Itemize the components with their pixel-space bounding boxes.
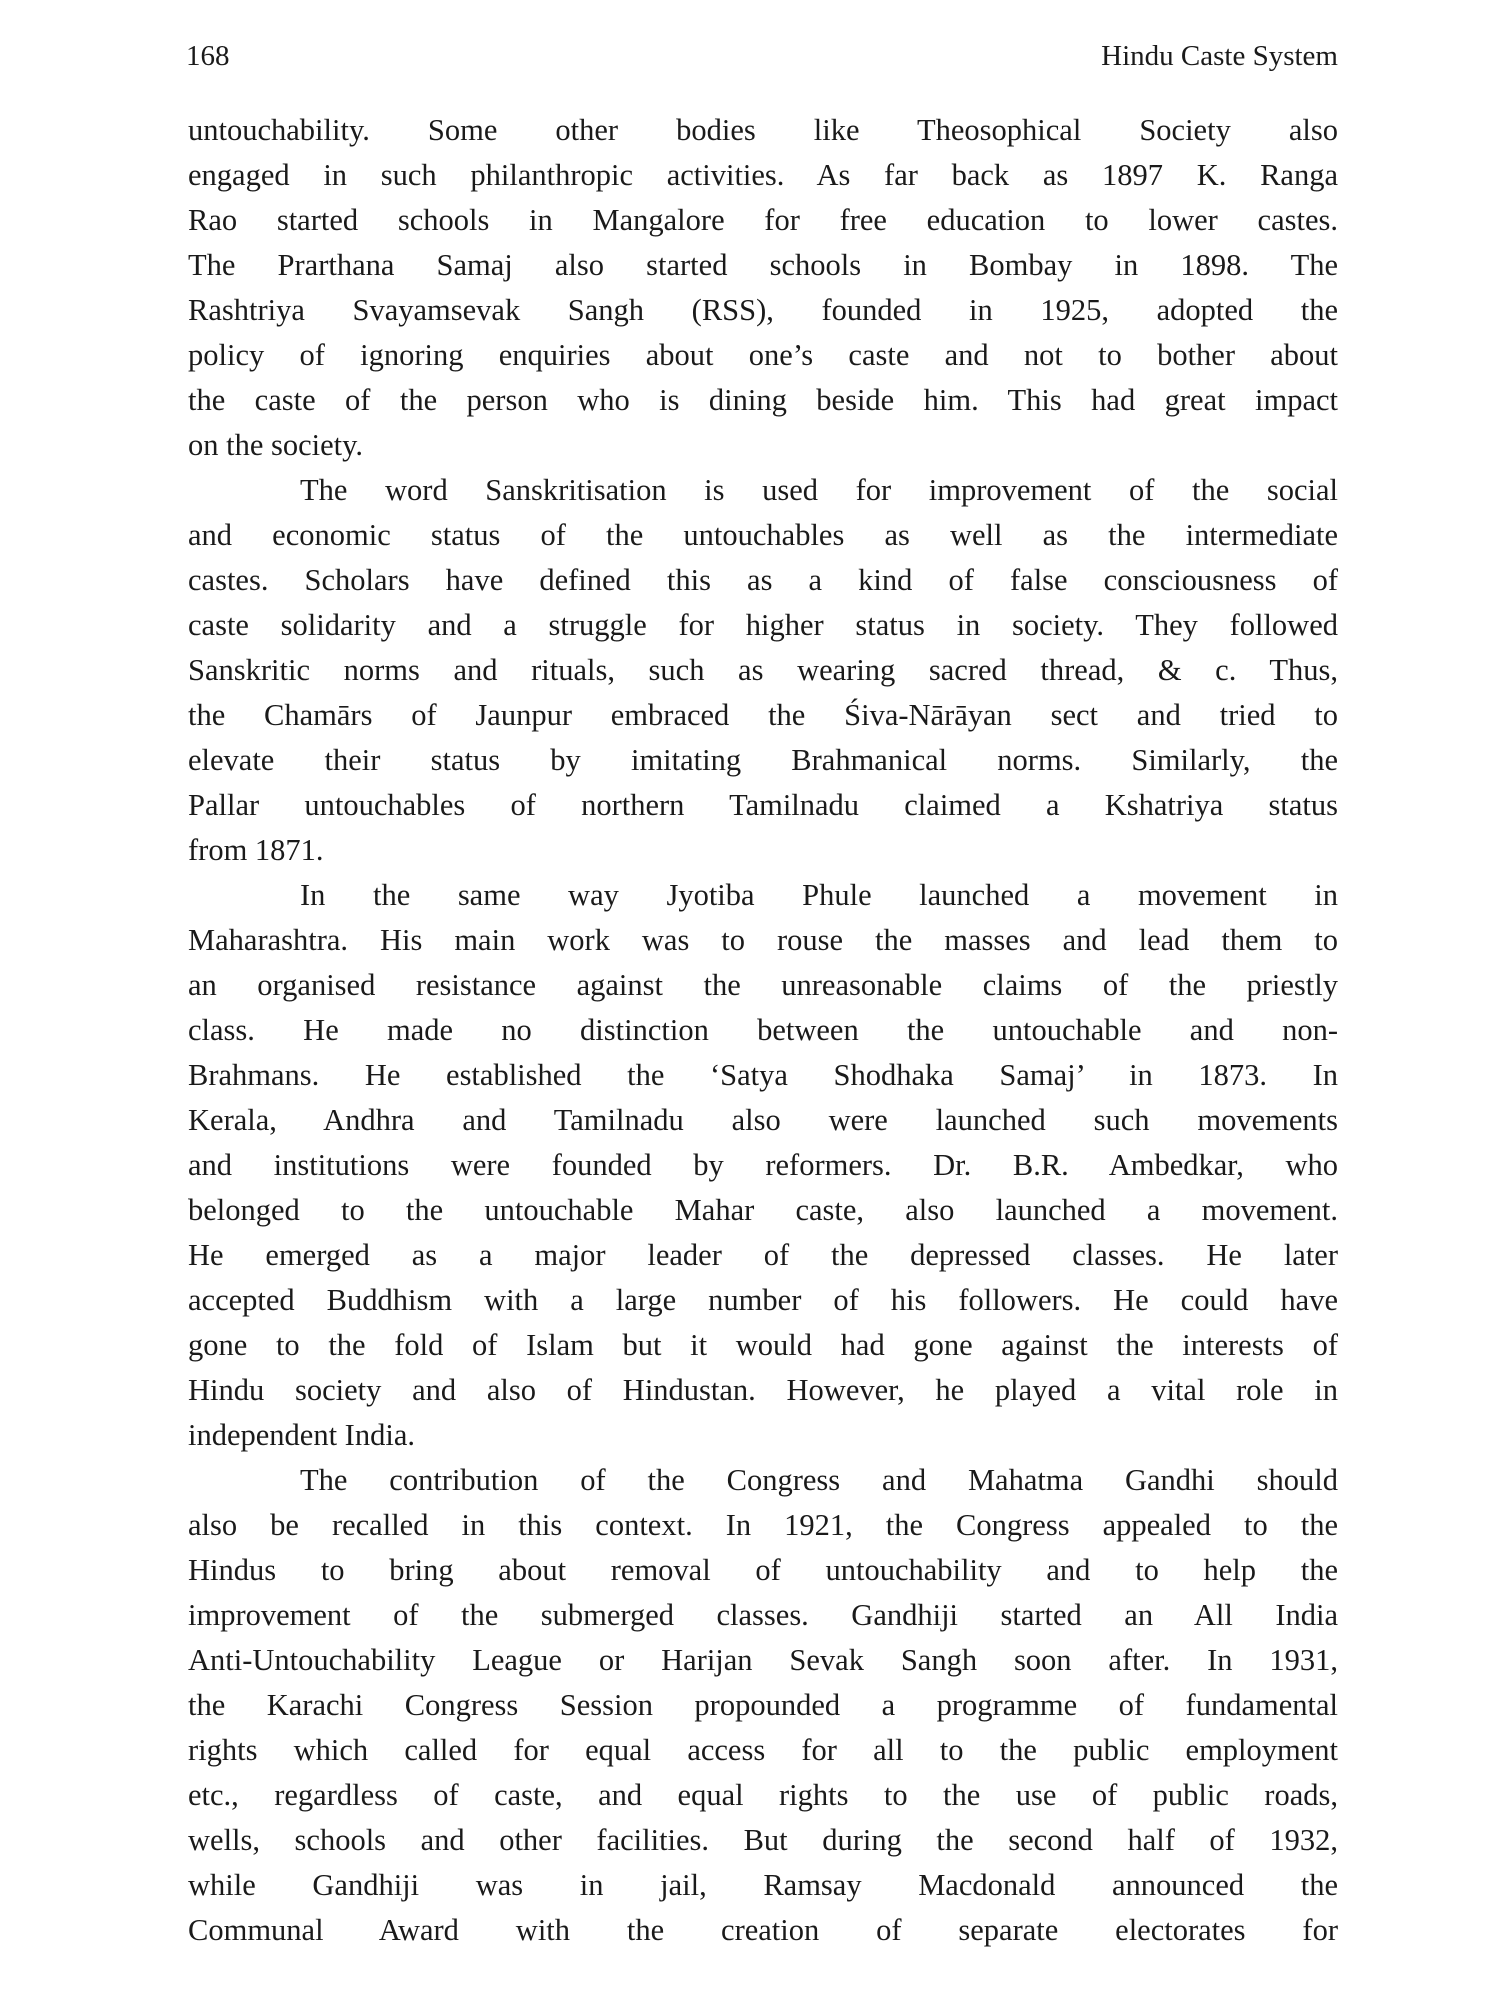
text-line: gone to the fold of Islam but it would had gone against the interests of [188,1328,1338,1362]
text-line: improvement of the submerged classes. Gandhiji started an All India [188,1598,1338,1632]
paragraph [188,468,1338,873]
text-line: independent India. [188,1418,415,1452]
page-header [186,40,1338,80]
text-line: belonged to the untouchable Mahar caste, also launched a movement. [188,1193,1338,1227]
text-line: engaged in such philanthropic activities. As far back as 1897 K. Ranga [188,158,1338,192]
paragraph [188,873,1338,1458]
text-line: policy of ignoring enquiries about one’s caste and not to bother about [188,338,1338,372]
paragraph [188,108,1338,468]
text-line: The word Sanskritisation is used for improvement of the social [300,473,1338,507]
body-text [188,108,1338,1953]
text-line: Rao started schools in Mangalore for free education to lower castes. [188,203,1338,237]
text-line: In the same way Jyotiba Phule launched a movement in [300,878,1338,912]
text-line: rights which called for equal access for all to the public employment [188,1733,1338,1767]
text-line: Kerala, Andhra and Tamilnadu also were launched such movements [188,1103,1338,1137]
text-line: caste solidarity and a struggle for higher status in society. They followed [188,608,1338,642]
text-line: The contribution of the Congress and Mahatma Gandhi should [300,1463,1338,1497]
text-line: Anti-Untouchability League or Harijan Sevak Sangh soon after. In 1931, [188,1643,1338,1677]
text-line: and economic status of the untouchables as well as the intermediate [188,518,1338,552]
text-line: on the society. [188,428,364,462]
text-line: Hindus to bring about removal of untouchability and to help the [188,1553,1338,1587]
text-line: etc., regardless of caste, and equal rights to the use of public roads, [188,1778,1338,1812]
text-line: The Prarthana Samaj also started schools in Bombay in 1898. The [188,248,1338,282]
text-line: the Chamārs of Jaunpur embraced the Śiva-Nārāyan sect and tried to [188,698,1338,732]
page-number: 168 [186,40,230,72]
text-line: Sanskritic norms and rituals, such as wearing sacred thread, & c. Thus, [188,653,1338,687]
paragraph [188,1458,1338,1953]
text-line: Hindu society and also of Hindustan. However, he played a vital role in [188,1373,1338,1407]
text-line: untouchability. Some other bodies like Theosophical Society also [188,113,1338,147]
text-line: accepted Buddhism with a large number of his followers. He could have [188,1283,1338,1317]
text-line: castes. Scholars have defined this as a kind of false consciousness of [188,563,1338,597]
text-line: He emerged as a major leader of the depressed classes. He later [188,1238,1338,1272]
text-line: wells, schools and other facilities. But during the second half of 1932, [188,1823,1338,1857]
text-line: from 1871. [188,833,324,867]
text-line: Communal Award with the creation of separate electorates for [188,1913,1338,1947]
text-line: Brahmans. He established the ‘Satya Shodhaka Samaj’ in 1873. In [188,1058,1338,1092]
text-line: the caste of the person who is dining beside him. This had great impact [188,383,1338,417]
text-line: elevate their status by imitating Brahmanical norms. Similarly, the [188,743,1338,777]
text-line: also be recalled in this context. In 1921, the Congress appealed to the [188,1508,1338,1542]
text-line: class. He made no distinction between the untouchable and non- [188,1013,1338,1047]
text-line: Maharashtra. His main work was to rouse the masses and lead them to [188,923,1338,957]
text-line: Rashtriya Svayamsevak Sangh (RSS), founded in 1925, adopted the [188,293,1338,327]
text-line: the Karachi Congress Session propounded a programme of fundamental [188,1688,1338,1722]
running-title: Hindu Caste System [1101,40,1338,72]
text-line: an organised resistance against the unreasonable claims of the priestly [188,968,1338,1002]
text-line: and institutions were founded by reformers. Dr. B.R. Ambedkar, who [188,1148,1338,1182]
text-line: Pallar untouchables of northern Tamilnadu claimed a Kshatriya status [188,788,1338,822]
text-line: while Gandhiji was in jail, Ramsay Macdonald announced the [188,1868,1338,1902]
